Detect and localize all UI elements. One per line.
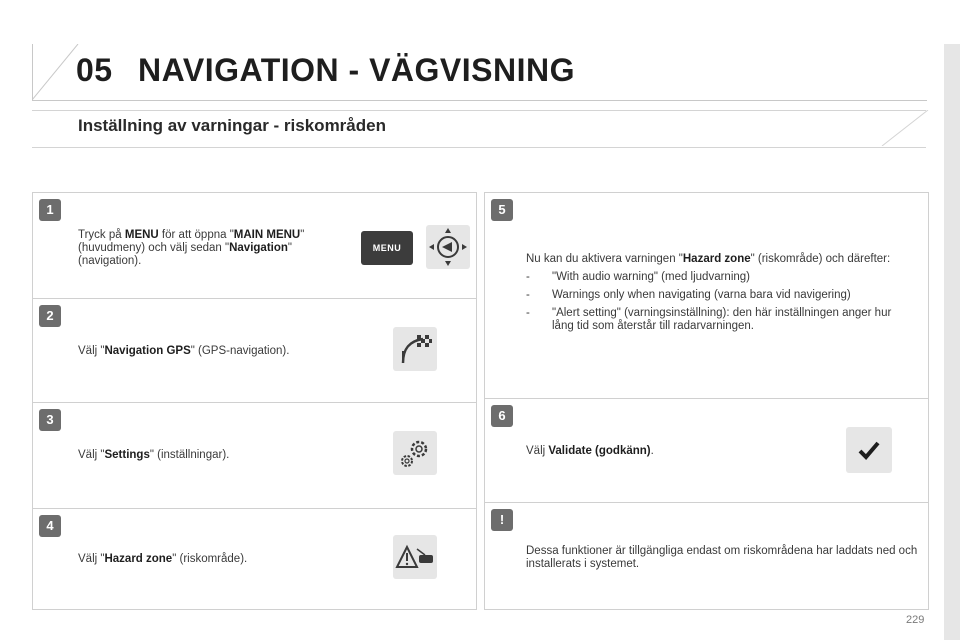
- chapter-title: NAVIGATION - VÄGVISNING: [138, 52, 575, 88]
- list-item: - "Alert setting" (varningsinställning): den här inställningen anger hur lång tid som återstår till radarvarningen.: [526, 307, 892, 332]
- step-4: [33, 509, 476, 609]
- step-badge: 6: [491, 405, 513, 427]
- step-text: Välj "Navigation GPS" (GPS-navigation).: [78, 345, 290, 357]
- navigation-gps-icon: [393, 327, 437, 371]
- step-text: Välj Validate (godkänn).: [526, 445, 654, 457]
- step-badge: 4: [39, 515, 61, 537]
- step-badge: 1: [39, 199, 61, 221]
- left-steps-panel: [32, 192, 477, 610]
- menu-button-icon: MENU: [361, 231, 413, 265]
- navigation-arrows-icon: [426, 225, 470, 269]
- step-badge: 2: [39, 305, 61, 327]
- step-badge: 5: [491, 199, 513, 221]
- step-text: Tryck på MENU för att öppna "MAIN MENU" (huvudmeny) och välj sedan "Navigation" (navigation).: [78, 229, 305, 267]
- step-2: [33, 299, 476, 403]
- step-note: [485, 503, 928, 609]
- page-number: 229: [906, 614, 925, 626]
- list-item: - Warnings only when navigating (varna bara vid navigering): [526, 289, 851, 301]
- chapter-number: 05: [76, 52, 113, 88]
- section-title: Inställning av varningar - riskområden: [78, 116, 386, 135]
- step-text: Nu kan du aktivera varningen "Hazard zone" (riskområde) och därefter: - "With audio warning" (med ljudvarning) - Warnings only when navigating (varna bara vid navigering) - "Alert setting" (varningsinställning): den här inställningen anger hur lång tid som återstår till radarvarningen.: [526, 253, 916, 333]
- hazard-zone-icon: [393, 535, 437, 579]
- step-3: [33, 403, 476, 509]
- step-text: Välj "Settings" (inställningar).: [78, 449, 230, 461]
- checkmark-icon: [846, 427, 892, 473]
- step-6: [485, 399, 928, 503]
- right-steps-panel: [484, 192, 929, 610]
- subtitle-corner-decoration: [860, 110, 930, 146]
- step-text: Välj "Hazard zone" (riskområde).: [78, 553, 248, 565]
- note-text: Dessa funktioner är tillgängliga endast om riskområdena har laddats ned och installerats i systemet.: [526, 545, 918, 570]
- warning-icon: !: [491, 509, 513, 531]
- settings-gears-icon: [393, 431, 437, 475]
- step-badge: 3: [39, 409, 61, 431]
- page-title: [76, 52, 575, 89]
- step-5: [485, 193, 928, 399]
- step-1: [33, 193, 476, 299]
- list-item: - "With audio warning" (med ljudvarning): [526, 271, 751, 283]
- page-edge-strip: [944, 44, 960, 640]
